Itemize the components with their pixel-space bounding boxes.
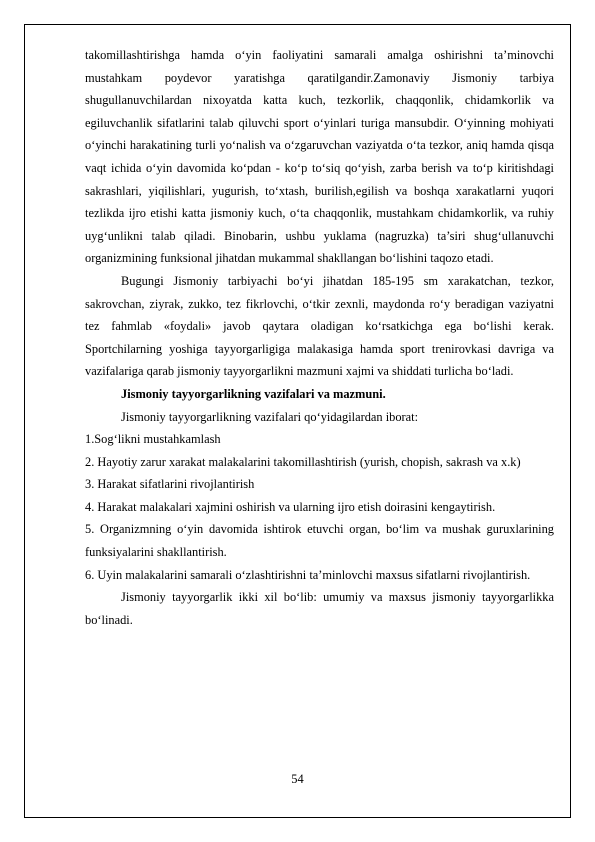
closing-paragraph: Jismoniy tayyorgarlik ikki xil bo‘lib: umumiy va maxsus jismoniy tayyorgarlikka bo‘linadi. [85, 590, 554, 627]
list-item-5: 5. Organizmning o‘yin davomida ishtirok etuvchi organ, bo‘lim va mushak guruxlarining funksiyalarini shakllantirish. [85, 522, 554, 560]
list-item-2: 2. Hayotiy zarur xarakat malakalarini takomillashtirish (yurish, chopish, sakrash va x.k) [85, 454, 521, 469]
list-item-4: 4. Harakat malakalari xajmini oshirish va ularning ijro etish doirasini kengaytirish. [85, 499, 496, 514]
section-heading: Jismoniy tayyorgarlikning vazifalari va mazmuni. [121, 386, 386, 401]
page-content [85, 44, 554, 631]
page-number: 54 [291, 772, 304, 786]
list-intro: Jismoniy tayyorgarlikning vazifalari qo‘yidagilardan iborat: [121, 409, 419, 424]
paragraph-2: Bugungi Jismoniy tarbiyachi bo‘yi jihatdan 185-195 sm xarakatchan, tezkor, sakrovchan, ziyrak, zukko, tez fikrlovchi, o‘tkir zexnli, maydonda ro‘y beradigan vaziyatni tez fahmlab «foydali» javob qaytara oladigan ko‘rsatkichga ega bo‘lishi kerak. Sportchilarning yoshiga tayyorgarligiga malakasiga hamda sport trenirovkasi davriga va vazifalariga qarab jismoniy tayyorgarlikni mazmuni xajmi va shiddati turlicha bo‘ladi. [85, 273, 554, 379]
list-item-3: 3. Harakat sifatlarini rivojlantirish [85, 477, 255, 492]
list-item-1: 1.Sog‘likni mustahkamlash [85, 432, 221, 447]
list-item-6: 6. Uyin malakalarini samarali o‘zlashtirishni ta’minlovchi maxsus sifatlarni rivojlantirish. [85, 567, 531, 582]
paragraph-1: takomillashtirishga hamda o‘yin faoliyatini samarali amalga oshirishni ta’minovchi mustahkam poydevor yaratishga qaratilgandir.Zamonaviy Jismoniy tarbiya shugullanuvchilardan nixoyatda katta kuch, tezkorlik, chaqqonlik, chidamkorlik va egiluvchanlik sifatlarini talab qiluvchi sport o‘yinlari turiga mansubdir. O‘yinning mohiyati o‘yinchi harakatining turli yo‘nalish va o‘zgaruvchan vaziyatda o‘ta tezkor, aniq hamda qisqa vaqt ichida o‘yin davomida ko‘pdan - ko‘p to‘siq qo‘yish, zarba berish va to‘p kiritishdagi sakrashlari, yiqilishlari, yugurish, to‘xtash, burilish,egilish va boshqa xarakatlarni yuqori tezlikda ijro etishi katta jismoniy kuch, o‘ta chaqqonlik, mustahkam chidamkorlik, va ruhiy uyg‘unlikni talab qiladi. Binobarin, ushbu yuklama (nagruzka) ta’siri shug‘ullanuvchi organizmining funksional jihatdan mukammal shakllangan bo‘lishini taqozo etadi. [85, 48, 554, 266]
